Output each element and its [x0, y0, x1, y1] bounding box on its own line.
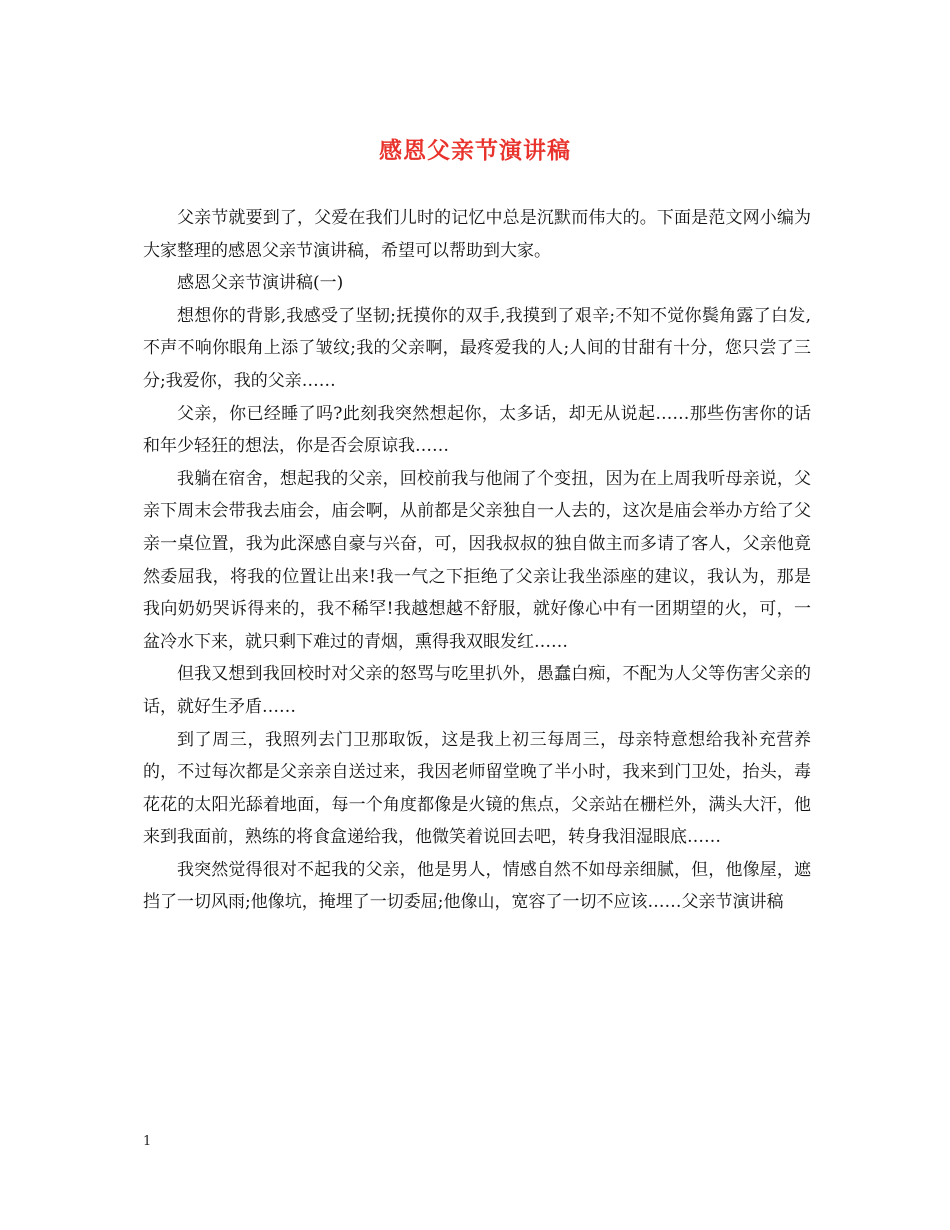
paragraph-section-heading: 感恩父亲节演讲稿(一)	[177, 273, 344, 294]
paragraph: 但我又想到我回校时对父亲的怒骂与吃里扒外，愚蠢白痴，不配为人父等伤害父亲的话，就好生矛盾……	[143, 664, 811, 717]
document-body	[143, 202, 811, 919]
paragraph: 到了周三，我照列去门卫那取饭，这是我上初三每周三，母亲特意想给我补充营养的，不过每次都是父亲亲自送过来，我因老师留堂晚了半小时，我来到门卫处，抬头，毒花花的太阳光舔着地面，每一个角度都像是火镜的焦点，父亲站在栅栏外，满头大汗，他来到我面前，熟练的将食盒递给我，他微笑着说回去吧，转身我泪湿眼底……	[143, 729, 811, 848]
document-title: 感恩父亲节演讲稿	[379, 137, 571, 164]
page-number: 1	[143, 1134, 152, 1149]
paragraph: 我突然觉得很对不起我的父亲，他是男人，情感自然不如母亲细腻，但，他像屋，遮挡了一切风雨;他像坑，掩埋了一切委屈;他像山，宽容了一切不应该……父亲节演讲稿	[143, 859, 811, 913]
paragraph-intro: 父亲节就要到了，父爱在我们儿时的记忆中总是沉默而伟大的。下面是范文网小编为大家整理的感恩父亲节演讲稿，希望可以帮助到大家。	[143, 208, 811, 261]
paragraph: 父亲，你已经睡了吗?此刻我突然想起你，太多话，却无从说起……那些伤害你的话和年少轻狂的想法，你是否会原谅我……	[143, 403, 811, 457]
paragraph: 想想你的背影,我感受了坚韧;抚摸你的双手,我摸到了艰辛;不知不觉你鬓角露了白发,不声不响你眼角上添了皱纹;我的父亲啊，最疼爱我的人;人间的甘甜有十分，您只尝了三分;我爱你，我的父亲……	[143, 305, 811, 391]
paragraph: 我躺在宿舍，想起我的父亲，回校前我与他闹了个变扭，因为在上周我听母亲说，父亲下周末会带我去庙会，庙会啊，从前都是父亲独自一人去的，这次是庙会举办方给了父亲一桌位置，我为此深感自豪与兴奋，可，因我叔叔的独自做主而多请了客人，父亲他竟然委屈我，将我的位置让出来!我一气之下拒绝了父亲让我坐添座的建议，我认为，那是我向奶奶哭诉得来的，我不稀罕!我越想越不舒服，就好像心中有一团期望的火，可，一盆冷水下来，就只剩下难过的青烟，熏得我双眼发红……	[143, 468, 811, 652]
